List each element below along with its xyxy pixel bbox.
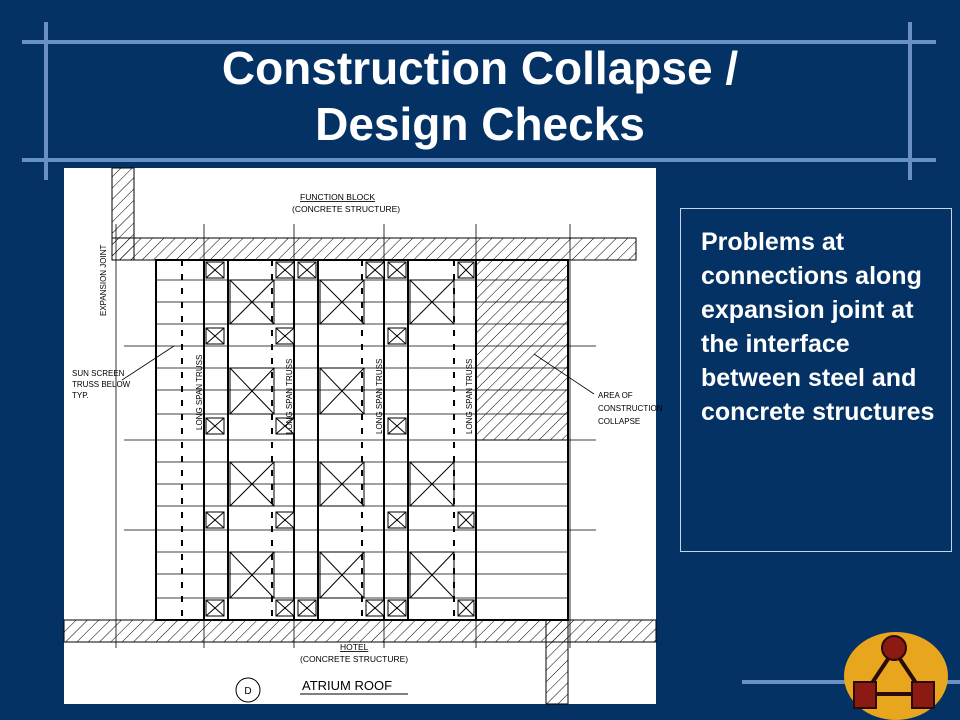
leader-line bbox=[122, 346, 174, 380]
sun-screen-label: TRUSS BELOW bbox=[72, 380, 131, 389]
slide-title bbox=[0, 40, 960, 152]
concrete-wall-bottom bbox=[546, 620, 568, 704]
joint-x-box bbox=[458, 262, 474, 278]
joint-x-box bbox=[388, 512, 406, 528]
function-block-sub-label: (CONCRETE STRUCTURE) bbox=[292, 204, 401, 214]
frame-bottom-line bbox=[22, 158, 936, 162]
truss-label: LONG SPAN TRUSS bbox=[375, 358, 384, 434]
bay-x-box bbox=[320, 368, 364, 414]
truss-label: LONG SPAN TRUSS bbox=[465, 358, 474, 434]
joint-x-box bbox=[206, 262, 224, 278]
joint-x-box bbox=[388, 418, 406, 434]
collapse-label: COLLAPSE bbox=[598, 417, 641, 426]
collapse-area bbox=[476, 260, 568, 440]
joint-x-box bbox=[458, 512, 474, 528]
joint-x-box bbox=[388, 328, 406, 344]
bay-x-box bbox=[410, 552, 454, 598]
construction-drawing bbox=[64, 168, 663, 704]
joint-x-box bbox=[366, 262, 384, 278]
collapse-label: AREA OF bbox=[598, 391, 633, 400]
joint-x-box bbox=[458, 600, 474, 616]
bay-x-box bbox=[320, 552, 364, 598]
joint-x-box bbox=[206, 328, 224, 344]
joint-x-box bbox=[276, 512, 294, 528]
grid-marker-label: D bbox=[244, 686, 252, 697]
joint-x-box bbox=[388, 600, 406, 616]
expansion-joint-label: EXPANSION JOINT bbox=[99, 244, 108, 316]
joint-x-box bbox=[276, 262, 294, 278]
joint-x-box bbox=[298, 262, 316, 278]
function-block-label: FUNCTION BLOCK bbox=[300, 192, 376, 202]
collapse-label: CONSTRUCTION bbox=[598, 404, 663, 413]
joint-x-box bbox=[276, 328, 294, 344]
sun-screen-label: SUN SCREEN bbox=[72, 369, 125, 378]
sun-screen-label: TYP. bbox=[72, 391, 89, 400]
joint-x-box bbox=[388, 262, 406, 278]
hotel-label: HOTEL bbox=[340, 642, 369, 652]
plan-svg bbox=[64, 168, 663, 704]
note-text: Problems at connections along expansion joint at the interface between steel and concrete structures bbox=[701, 228, 935, 426]
roof-title: ATRIUM ROOF bbox=[302, 678, 393, 693]
joint-x-box bbox=[206, 512, 224, 528]
title-line-1: Construction Collapse / bbox=[221, 42, 739, 94]
truss-label: LONG SPAN TRUSS bbox=[285, 358, 294, 434]
joint-x-box bbox=[206, 600, 224, 616]
joint-x-box bbox=[276, 600, 294, 616]
joint-x-box bbox=[366, 600, 384, 616]
joint-x-box bbox=[298, 600, 316, 616]
concrete-wall-top bbox=[112, 238, 636, 260]
note-box bbox=[680, 208, 952, 552]
bay-x-box bbox=[230, 552, 274, 598]
engineering-logo-icon bbox=[838, 630, 950, 720]
hotel-sub-label: (CONCRETE STRUCTURE) bbox=[300, 654, 409, 664]
truss-label: LONG SPAN TRUSS bbox=[195, 354, 204, 430]
title-line-2: Design Checks bbox=[315, 98, 645, 150]
joint-x-box bbox=[206, 418, 224, 434]
bay-x-box bbox=[230, 368, 274, 414]
